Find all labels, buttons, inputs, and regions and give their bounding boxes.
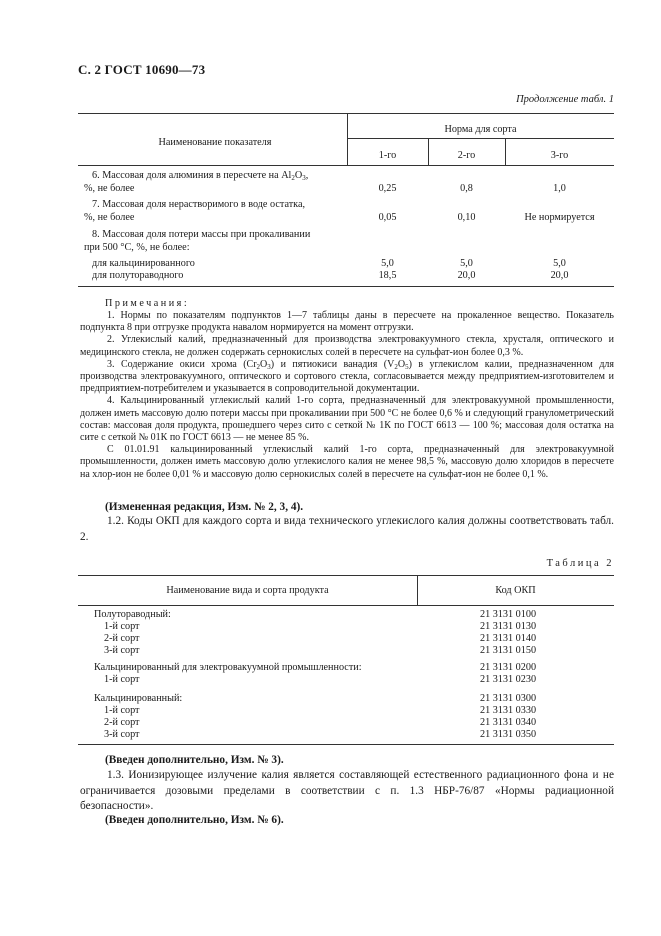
table-cell: 20,0 bbox=[457, 270, 476, 281]
table-cell: 5,0 bbox=[553, 258, 566, 269]
table-2-bottom-rule bbox=[78, 744, 614, 745]
column-header-grade-3: 3-го bbox=[550, 150, 569, 161]
column-header-grade-2: 2-го bbox=[457, 150, 476, 161]
added-note-1: (Введен дополнительно, Изм. № 3). bbox=[105, 754, 284, 766]
table-row-label: 3-й сорт bbox=[104, 729, 140, 740]
table-code: 21 3131 0200 bbox=[480, 662, 537, 673]
table-code: 21 3131 0130 bbox=[480, 621, 537, 632]
table-1-subheader-rule bbox=[347, 138, 614, 139]
table-code: 21 3131 0140 bbox=[480, 633, 537, 644]
page-header: С. 2 ГОСТ 10690—73 bbox=[78, 62, 206, 77]
note-3: 3. Содержание окиси хрома $(Cr_2O_3)$ и пятиокиси ванадия $(V_2O_5)$ в углекислом калии, предназначенном для производства электровакуумного, оптического и сортового стекла, согласовывается между предприятием-изготовителем и предприятием-потребителем и указывается в сопроводительной документации. bbox=[80, 358, 614, 395]
table-cell: 0,8 bbox=[460, 183, 473, 194]
table-code: 21 3131 0230 bbox=[480, 674, 537, 685]
note-4: 4. Кальцинированный углекислый калий 1-го сорта, предназначенный для электровакуумной промышленности, должен иметь массовую долю потери массы при прокаливании при 500 °С не более 0,6 % и следующий гранулометрический состав: массовая доля продукта, прошедшего через сито с сеткой № 1К по ГОСТ 6613 — 100 %; массовая доля остатка на сите с сеткой № 01К по ГОСТ 6613 — не менее 85 %. bbox=[80, 395, 614, 444]
table-1-top-rule bbox=[78, 113, 614, 114]
table-row-label: 2-й сорт bbox=[104, 717, 140, 728]
table-group-title: Кальцинированный для электровакуумной промышленности: bbox=[94, 662, 362, 673]
note-2: 2. Углекислый калий, предназначенный для производства электровакуумного стекла, хрусталя, оптического и медицинского стекла, не должен содержать сернокислых солей в пересчете на сульфат-ион более 0,3 %. bbox=[80, 334, 614, 358]
table-1-bottom-rule bbox=[78, 286, 614, 287]
table-code: 21 3131 0340 bbox=[480, 717, 537, 728]
table-group-title: Полутораводный: bbox=[94, 609, 171, 620]
paragraph-1-2 bbox=[80, 514, 614, 545]
column-header-product: Наименование вида и сорта продукта bbox=[166, 585, 329, 596]
table-code: 21 3131 0100 bbox=[480, 609, 537, 620]
notes-block bbox=[80, 310, 614, 481]
table-cell: 0,10 bbox=[457, 212, 476, 223]
amendment-note: (Измененная редакция, Изм. № 2, 3, 4). bbox=[105, 501, 304, 513]
table-row-label: 1-й сорт bbox=[104, 705, 140, 716]
column-header-code: Код ОКП bbox=[495, 585, 536, 596]
table-2-header-rule bbox=[78, 605, 614, 606]
paragraph-1-3 bbox=[80, 768, 614, 815]
table-2-top-rule bbox=[78, 575, 614, 576]
table-1-header-bottom-rule bbox=[78, 165, 614, 166]
table-cell: 0,05 bbox=[378, 212, 397, 223]
table-cell: 1,0 bbox=[553, 183, 566, 194]
table-cell: 0,25 bbox=[378, 183, 397, 194]
note-5: С 01.01.91 кальцинированный углекислый калий 1-го сорта, предназначенный для электровакуумной промышленности, должен иметь массовую долю углекислого калия не менее 98,5 %, массовую долю хлоридов в пересчете на хлор-ион не более 0,01 % и массовую долю сернокислых солей в пересчете на сульфат-ион не более 0,1 %. bbox=[80, 444, 614, 480]
table-row-label: для полутораводного bbox=[92, 270, 184, 281]
table-cell: 20,0 bbox=[550, 270, 569, 281]
note-1: 1. Нормы по показателям подпунктов 1—7 таблицы даны в пересчете на прокаленное вещество. Показатель подпункта 8 при отгрузке продукта навалом нормируется на момент отгрузки. bbox=[80, 310, 614, 334]
table-row-label: 1-й сорт bbox=[104, 674, 140, 685]
table-code: 21 3131 0330 bbox=[480, 705, 537, 716]
table-cell: 5,0 bbox=[381, 258, 394, 269]
table-continuation-label: Продолжение табл. 1 bbox=[516, 94, 614, 105]
table-row-label: 2-й сорт bbox=[104, 633, 140, 644]
table-row-label: 8. Массовая доля потери массы при прокаливании bbox=[92, 229, 311, 240]
table-group-title: Кальцинированный: bbox=[94, 693, 183, 704]
paragraph-1-3-text: 1.3. Ионизирующее излучение калия является составляющей естественного радиационного фона и не ограничивается дозовыми пределами в соответствии с п. 1.3 НБР-76/87 «Нормы радиационной безопасности». bbox=[80, 769, 614, 812]
table-cell: Не нормируется bbox=[524, 212, 595, 223]
table-row-label: 6. Массовая доля алюминия в пересчете на $Al_2O_3$, bbox=[92, 170, 309, 182]
table-row-label: %, не более bbox=[84, 212, 135, 223]
table-cell: 5,0 bbox=[460, 258, 473, 269]
table-code: 21 3131 0150 bbox=[480, 645, 537, 656]
table-row-label: 7. Массовая доля нерастворимого в воде остатка, bbox=[92, 199, 306, 210]
added-note-2: (Введен дополнительно, Изм. № 6). bbox=[105, 814, 284, 826]
column-header-norm: Норма для сорта bbox=[444, 124, 517, 135]
table-row-label: 1-й сорт bbox=[104, 621, 140, 632]
table-code: 21 3131 0350 bbox=[480, 729, 537, 740]
table-code: 21 3131 0300 bbox=[480, 693, 537, 704]
table-row-label: для кальцинированного bbox=[92, 258, 195, 269]
table-2-caption: Таблица 2 bbox=[546, 558, 614, 569]
column-header-indicator: Наименование показателя bbox=[158, 137, 272, 148]
table-row-label: %, не более bbox=[84, 183, 135, 194]
notes-heading: Примечания: bbox=[105, 298, 190, 309]
table-cell: 18,5 bbox=[378, 270, 397, 281]
table-row-label: 3-й сорт bbox=[104, 645, 140, 656]
column-header-grade-1: 1-го bbox=[378, 150, 397, 161]
table-row-label: при 500 °С, %, не более: bbox=[84, 242, 190, 253]
paragraph-1-2-text: 1.2. Коды ОКП для каждого сорта и вида технического углекислого калия должны соответствовать табл. 2. bbox=[80, 515, 614, 543]
